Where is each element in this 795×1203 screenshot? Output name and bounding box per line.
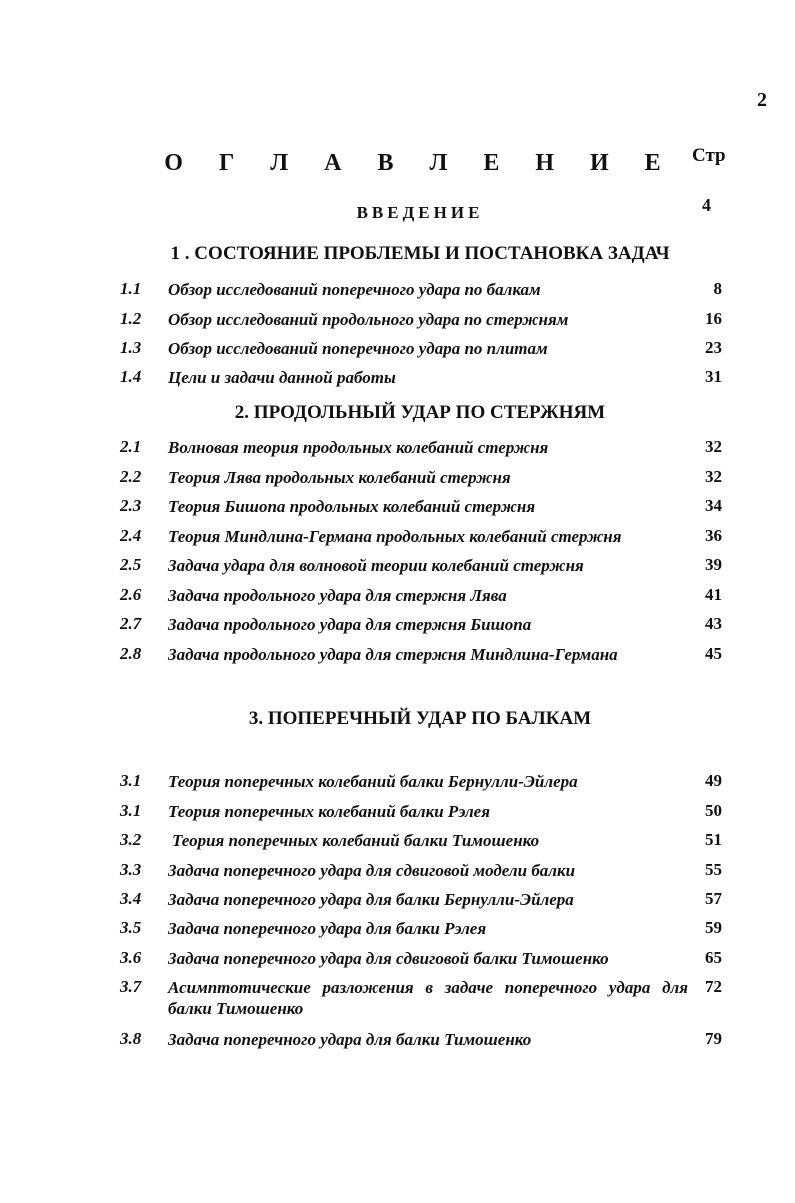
- toc-item-title: Задача поперечного удара для балки Рэлея: [168, 919, 487, 938]
- page-column-header: Стр: [692, 145, 726, 166]
- toc-item-number: 2.8: [120, 644, 142, 663]
- toc-item-number: 1.3: [120, 338, 142, 357]
- toc-item-title: Задача удара для волновой теории колебаний стержня: [168, 556, 584, 575]
- toc-row: [0, 977, 795, 1023]
- toc-item-page: 50: [705, 801, 722, 820]
- toc-item-page: 39: [705, 555, 722, 574]
- toc-item-page: 59: [705, 918, 722, 937]
- toc-item-title: Обзор исследований поперечного удара по балкам: [168, 280, 541, 299]
- toc-item-number: 2.5: [120, 555, 142, 574]
- toc-item-page: 32: [705, 467, 722, 486]
- toc-item-number: 1.4: [120, 367, 142, 386]
- toc-item-title: Задача поперечного удара для балки Тимошенко: [168, 1030, 532, 1049]
- toc-item-number: 3.8: [120, 1029, 142, 1048]
- toc-item-title: Теория поперечных колебаний балки Тимошенко: [172, 831, 540, 850]
- toc-item-title: Обзор исследований продольного удара по стержням: [168, 310, 569, 329]
- introduction-page: 4: [702, 195, 711, 215]
- toc-row: [0, 585, 795, 609]
- toc-item-title: Цели и задачи данной работы: [168, 368, 396, 387]
- toc-item-number: 1.2: [120, 309, 142, 328]
- toc-item-page: 8: [713, 279, 722, 298]
- toc-row: [0, 496, 795, 520]
- toc-item-title: Задача поперечного удара для сдвиговой балки Тимошенко: [168, 949, 609, 968]
- toc-row: [0, 644, 795, 668]
- toc-row: [0, 437, 795, 461]
- toc-row: [0, 830, 795, 854]
- toc-item-number: 3.1: [120, 801, 142, 820]
- toc-item-number: 3.7: [120, 977, 142, 996]
- toc-row: [0, 614, 795, 638]
- toc-row: [0, 1029, 795, 1053]
- toc-item-page: 45: [705, 644, 722, 663]
- toc-item-title: Теория поперечных колебаний балки Рэлея: [168, 802, 490, 821]
- toc-item-title: Асимптотические разложения в задаче поперечного удара для балки Тимошенко: [168, 978, 688, 1018]
- toc-row: [0, 526, 795, 550]
- toc-item-page: 55: [705, 860, 722, 879]
- toc-item-title: Задача поперечного удара для сдвиговой модели балки: [168, 861, 576, 880]
- toc-row: [0, 367, 795, 391]
- toc-item-title: Задача продольного удара для стержня Миндлина-Германа: [168, 645, 618, 664]
- toc-item-number: 3.6: [120, 948, 142, 967]
- toc-item-title: Теория Бишопа продольных колебаний стержня: [168, 497, 536, 516]
- toc-item-page: 36: [705, 526, 722, 545]
- toc-row: [0, 771, 795, 795]
- section-heading-1: 1 . СОСТОЯНИЕ ПРОБЛЕМЫ И ПОСТАНОВКА ЗАДАЧ: [170, 243, 670, 264]
- toc-item-title: Задача поперечного удара для балки Бернулли-Эйлера: [168, 890, 574, 909]
- toc-row: [0, 801, 795, 825]
- page-number: 2: [757, 89, 767, 111]
- toc-item-page: 41: [705, 585, 722, 604]
- toc-row: [0, 860, 795, 884]
- toc-item-page: 72: [705, 977, 722, 996]
- toc-item-number: 3.5: [120, 918, 142, 937]
- toc-row: [0, 555, 795, 579]
- toc-row: [0, 948, 795, 972]
- toc-item-title: Волновая теория продольных колебаний стержня: [168, 438, 549, 457]
- toc-item-title: Обзор исследований поперечного удара по плитам: [168, 339, 548, 358]
- toc-item-title: Задача продольного удара для стержня Лява: [168, 586, 507, 605]
- toc-item-title: Теория Лява продольных колебаний стержня: [168, 468, 511, 487]
- toc-item-number: 2.1: [120, 437, 142, 456]
- toc-item-number: 2.3: [120, 496, 142, 515]
- toc-item-page: 49: [705, 771, 722, 790]
- toc-item-page: 43: [705, 614, 722, 633]
- toc-item-page: 57: [705, 889, 722, 908]
- toc-item-page: 31: [705, 367, 722, 386]
- toc-item-page: 16: [705, 309, 722, 328]
- toc-item-title: Теория Миндлина-Германа продольных колебаний стержня: [168, 527, 622, 546]
- toc-item-page: 32: [705, 437, 722, 456]
- toc-item-page: 65: [705, 948, 722, 967]
- toc-item-page: 23: [705, 338, 722, 357]
- toc-row: [0, 918, 795, 942]
- toc-row: [0, 889, 795, 913]
- toc-item-page: 34: [705, 496, 722, 515]
- toc-item-number: 2.7: [120, 614, 142, 633]
- toc-item-title: Задача продольного удара для стержня Бишопа: [168, 615, 532, 634]
- toc-item-number: 2.2: [120, 467, 142, 486]
- toc-item-number: 3.1: [120, 771, 142, 790]
- toc-item-number: 2.4: [120, 526, 142, 545]
- toc-title: О Г Л А В Л Е Н И Е: [164, 150, 676, 176]
- toc-row: [0, 279, 795, 303]
- toc-row: [0, 309, 795, 333]
- section-heading-2: 2. ПРОДОЛЬНЫЙ УДАР ПО СТЕРЖНЯМ: [234, 402, 606, 423]
- introduction-label: ВВЕДЕНИЕ: [356, 203, 484, 222]
- toc-item-page: 79: [705, 1029, 722, 1048]
- section-heading-3: 3. ПОПЕРЕЧНЫЙ УДАР ПО БАЛКАМ: [248, 708, 592, 729]
- toc-row: [0, 467, 795, 491]
- toc-item-page: 51: [705, 830, 722, 849]
- toc-item-number: 1.1: [120, 279, 142, 298]
- toc-item-number: 2.6: [120, 585, 142, 604]
- toc-row: [0, 338, 795, 362]
- toc-item-number: 3.2: [120, 830, 142, 849]
- toc-item-number: 3.4: [120, 889, 142, 908]
- toc-item-number: 3.3: [120, 860, 142, 879]
- toc-item-title: Теория поперечных колебаний балки Бернулли-Эйлера: [168, 772, 578, 791]
